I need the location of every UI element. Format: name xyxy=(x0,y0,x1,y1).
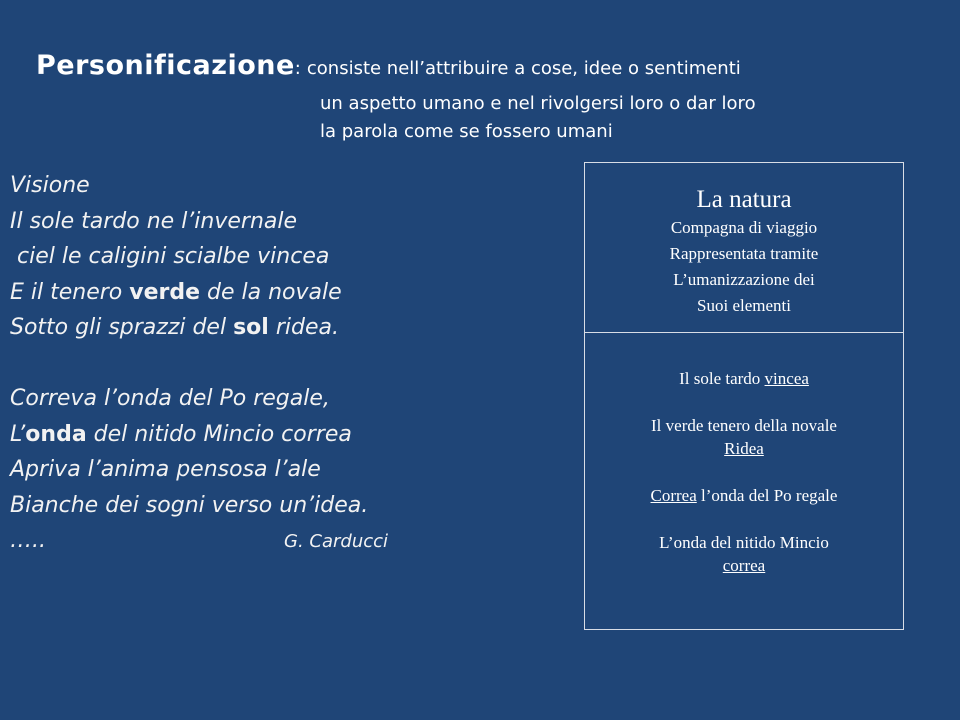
example-gap xyxy=(585,390,903,414)
example-text: Il sole tardo xyxy=(679,369,765,388)
example-line: Il verde tenero della novale xyxy=(651,416,837,435)
heading xyxy=(36,50,741,81)
heading-colon: : xyxy=(294,58,301,79)
poem-text: E il tenero xyxy=(10,279,130,305)
example-line xyxy=(585,554,903,577)
poem-author: G. Carducci xyxy=(284,531,389,552)
nature-box-title: La natura xyxy=(696,186,792,213)
definition-line-1: consiste nell’attribuire a cose, idee o sentimenti xyxy=(306,58,741,79)
example-line xyxy=(585,437,903,460)
poem-line: Apriva l’anima pensosa l’ale xyxy=(10,457,321,482)
nature-box-examples xyxy=(585,333,903,577)
example-line xyxy=(585,484,903,507)
poem-emphasis: verde xyxy=(129,279,201,305)
example-text: l’onda del Po regale xyxy=(696,486,838,505)
poem-text: L’ xyxy=(10,421,26,447)
nature-box-subtitle-line: Suoi elementi xyxy=(697,296,791,315)
poem-title: Visione xyxy=(10,173,90,198)
definition-line-3: la parola come se fossero umani xyxy=(320,121,613,142)
poem xyxy=(10,168,388,559)
poem-text: Sotto gli sprazzi del xyxy=(10,315,234,340)
poem-text: ridea. xyxy=(268,315,339,340)
nature-box-subtitle-line: Rappresentata tramite xyxy=(669,244,819,263)
nature-box-subtitle-line: Compagna di viaggio xyxy=(670,218,818,237)
poem-last-line xyxy=(10,523,388,559)
example-verb: correa xyxy=(722,556,766,575)
poem-text: del nitido Mincio correa xyxy=(86,421,352,447)
poem-stanza-gap xyxy=(10,346,388,382)
poem-line: Bianche dei sogni verso un’idea. xyxy=(10,492,369,518)
poem-line: Correva l’onda del Po regale, xyxy=(10,386,330,411)
example-gap xyxy=(585,460,903,484)
nature-box-subtitle-line: L’umanizzazione dei xyxy=(673,270,815,289)
example-verb: vincea xyxy=(764,369,809,388)
example-verb: Ridea xyxy=(724,439,764,458)
example-line xyxy=(585,367,903,390)
heading-title: Personificazione xyxy=(36,50,295,81)
poem-line xyxy=(10,310,388,346)
nature-box-header xyxy=(585,163,903,333)
poem-line: Il sole tardo ne l’invernale xyxy=(10,208,298,234)
example-verb: Correa xyxy=(650,486,697,505)
poem-emphasis: onda xyxy=(25,421,87,447)
example-line: L’onda del nitido Mincio xyxy=(659,533,829,552)
definition-line-2: un aspetto umano e nel rivolgersi loro o dar loro xyxy=(320,93,756,114)
poem-emphasis: sol xyxy=(233,315,269,340)
poem-ellipsis: ….. xyxy=(10,528,46,553)
poem-text: de la novale xyxy=(200,279,342,305)
poem-line: ciel le caligini scialbe vincea xyxy=(10,244,330,269)
poem-line xyxy=(10,275,388,311)
poem-line xyxy=(10,417,388,453)
nature-box xyxy=(584,162,904,630)
example-gap xyxy=(585,507,903,531)
